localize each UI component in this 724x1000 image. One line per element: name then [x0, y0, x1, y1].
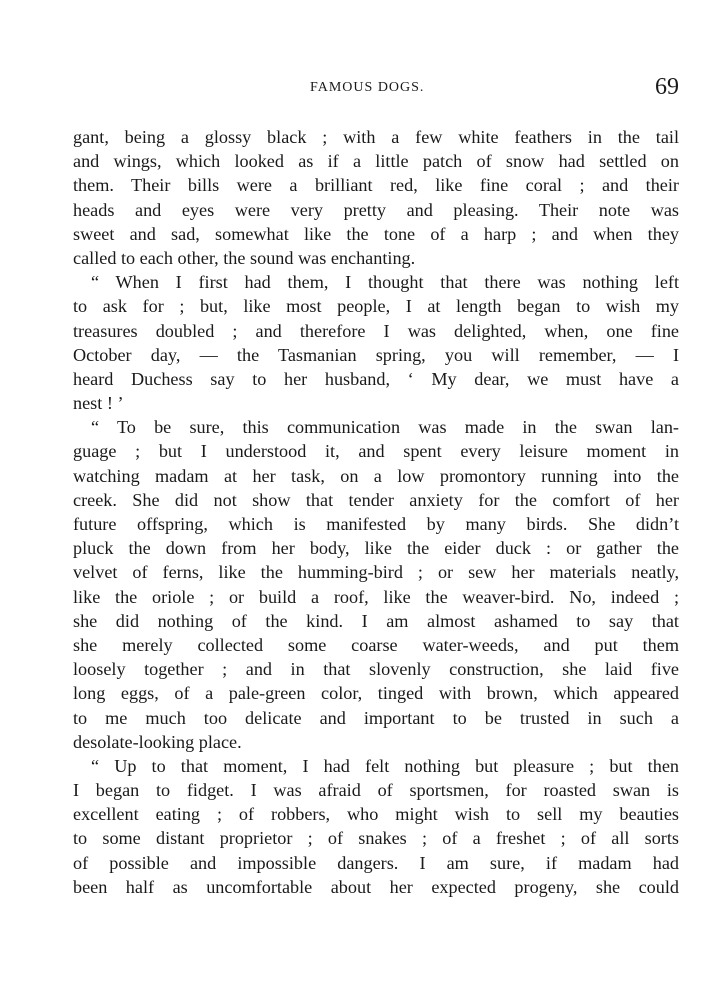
text-line: she did nothing of the kind. I am almost ashamed to say that: [73, 610, 679, 631]
text-line: long eggs, of a pale-green color, tinged with brown, which appeared: [73, 683, 679, 704]
text-line: like the oriole ; or build a roof, like the weaver-bird. No, indeed ;: [73, 586, 679, 607]
text-line: sweet and sad, somewhat like the tone of a harp ; and when they: [73, 223, 679, 244]
text-line: “ When I first had them, I thought that there was nothing left: [91, 272, 679, 293]
text-line: them. Their bills were a brilliant red, like fine coral ; and their: [73, 175, 679, 196]
text-line: heard Duchess say to her husband, ‘ My dear, we must have a: [73, 368, 679, 389]
text-line: of possible and impossible dangers. I am sure, if madam had: [73, 852, 679, 873]
page-number: 69: [655, 74, 679, 100]
text-line: and wings, which looked as if a little patch of snow had settled on: [73, 151, 679, 172]
text-line: loosely together ; and in that slovenly construction, she laid five: [73, 659, 679, 680]
text-line: “ To be sure, this communication was made in the swan lan-: [91, 417, 679, 438]
text-line: October day, — the Tasmanian spring, you will remember, — I: [73, 344, 679, 365]
text-line: treasures doubled ; and therefore I was delighted, when, one fine: [73, 320, 679, 341]
running-head: [0, 74, 724, 102]
text-line: to some distant proprietor ; of snakes ; of a freshet ; of all sorts: [73, 828, 679, 849]
text-line: to ask for ; but, like most people, I at length began to wish my: [73, 296, 679, 317]
text-line: velvet of ferns, like the humming-bird ; or sew her materials neatly,: [73, 562, 679, 583]
text-line: heads and eyes were very pretty and pleasing. Their note was: [73, 199, 679, 220]
text-line: excellent eating ; of robbers, who might wish to sell my beauties: [73, 804, 679, 825]
text-line: called to each other, the sound was enchanting.: [73, 247, 416, 268]
text-line: gant, being a glossy black ; with a few white feathers in the tail: [73, 127, 679, 147]
text-line: creek. She did not show that tender anxiety for the comfort of her: [73, 489, 679, 510]
text-line: watching madam at her task, on a low promontory running into the: [73, 465, 679, 486]
text-line: to me much too delicate and important to be trusted in such a: [73, 707, 679, 728]
body-text: [73, 125, 679, 899]
text-line: “ Up to that moment, I had felt nothing but pleasure ; but then: [91, 755, 679, 776]
text-line: been half as uncomfortable about her expected progeny, she could: [73, 876, 679, 897]
text-line: guage ; but I understood it, and spent every leisure moment in: [73, 441, 679, 462]
text-line: nest ! ’: [73, 393, 124, 414]
text-line: she merely collected some coarse water-weeds, and put them: [73, 634, 679, 655]
running-title: FAMOUS DOGS.: [310, 80, 425, 95]
text-line: desolate-looking place.: [73, 731, 242, 752]
text-line: I began to fidget. I was afraid of sportsmen, for roasted swan is: [73, 780, 679, 801]
text-line: pluck the down from her body, like the eider duck : or gather the: [73, 538, 679, 559]
text-line: future offspring, which is manifested by many birds. She didn’t: [73, 514, 679, 534]
